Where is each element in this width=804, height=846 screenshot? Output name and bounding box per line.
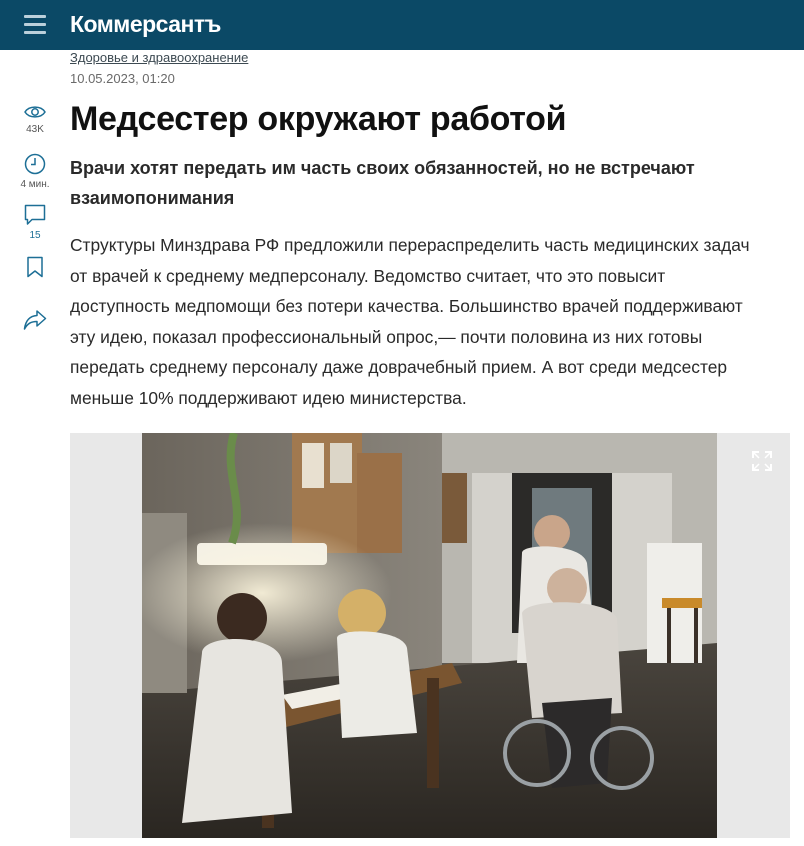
read-time — [0, 153, 70, 190]
comments-count: 15 — [29, 230, 41, 241]
body-line: меньше 10% поддерживают идею министерства. — [70, 387, 467, 408]
site-logo[interactable]: Коммерсантъ — [70, 11, 221, 37]
article-body — [70, 230, 790, 414]
article-lead — [70, 153, 760, 213]
hamburger-menu-icon[interactable] — [24, 15, 46, 35]
share-button[interactable] — [0, 309, 70, 331]
body-line: передать среднему персоналу даже доврачебный прием. А вот среди медсестер — [70, 357, 728, 378]
bookmark-button[interactable] — [0, 256, 70, 278]
article-photo[interactable] — [142, 433, 717, 838]
share-icon — [23, 309, 47, 331]
comment-icon — [24, 204, 46, 226]
eye-icon — [24, 104, 46, 120]
expand-icon[interactable] — [751, 450, 773, 472]
views-counter — [0, 104, 70, 135]
top-bar — [0, 0, 804, 50]
article-photo-container — [70, 433, 790, 838]
body-line: от врачей к среднему медперсоналу. Ведомство считает, что это повысит — [70, 265, 666, 286]
clock-icon — [24, 153, 46, 175]
comments-button[interactable] — [0, 204, 70, 241]
read-time-value: 4 мин. — [20, 179, 50, 190]
publish-date: 10.05.2023, 01:20 — [70, 71, 175, 86]
body-line: доступность медпомощи без потери качества. Большинство врачей поддерживают — [70, 296, 743, 317]
body-line: эту идею, показал профессиональный опрос,— почти половина из них готовы — [70, 326, 703, 347]
article-title: Медсестер окружают работой — [70, 100, 567, 138]
lead-line: взаимопонимания — [70, 188, 235, 208]
photo-illustration — [142, 433, 717, 838]
bookmark-icon — [26, 256, 44, 278]
views-count: 43K — [26, 124, 44, 135]
body-line: Структуры Минздрава РФ предложили перераспределить часть медицинских задач — [70, 235, 750, 255]
rubric-link[interactable]: Здоровье и здравоохранение — [70, 50, 249, 65]
lead-line: Врачи хотят передать им часть своих обязанностей, но не встречают — [70, 158, 695, 178]
